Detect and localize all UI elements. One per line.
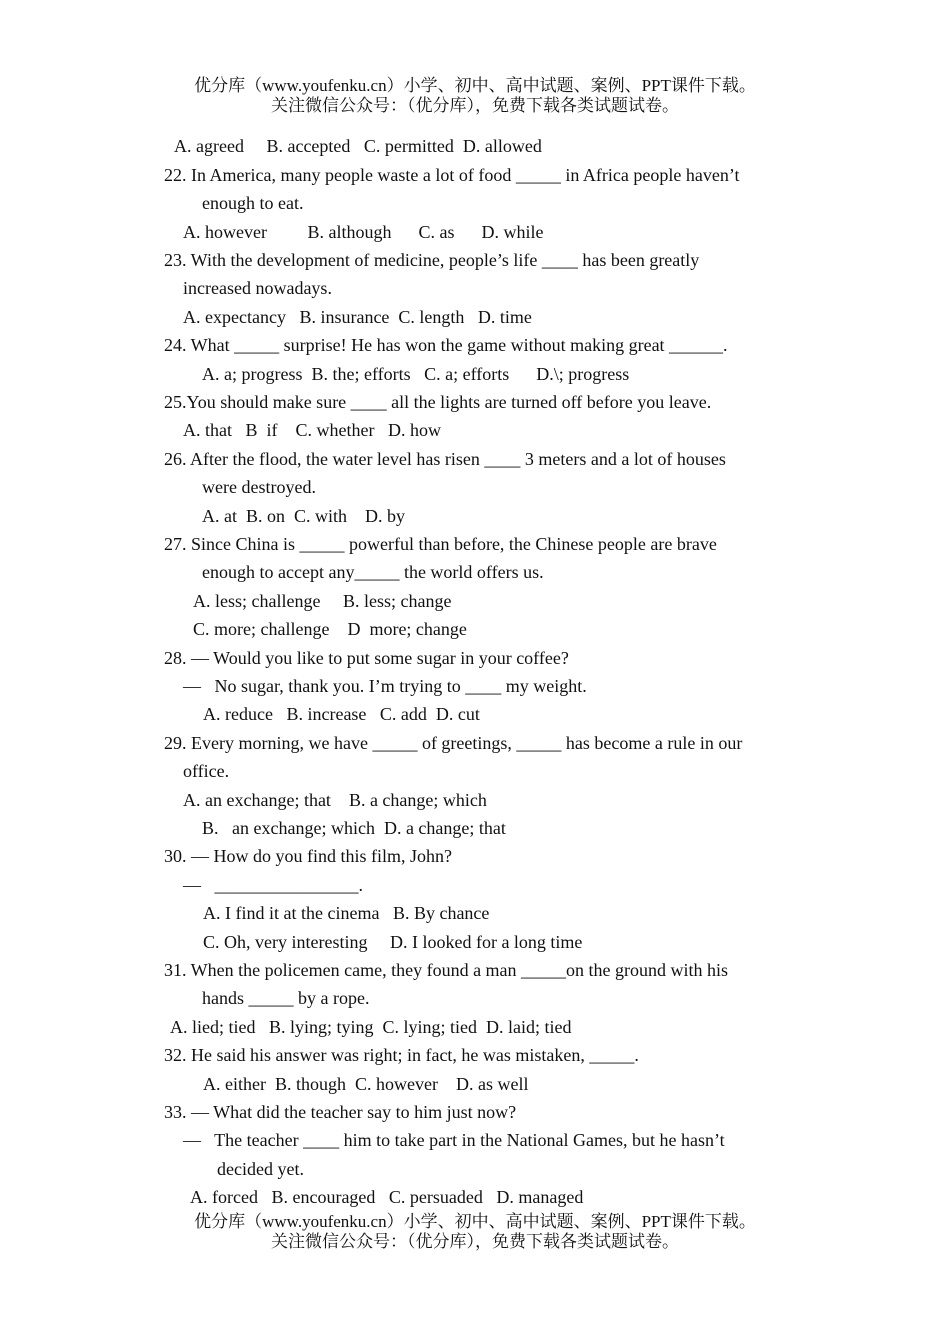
q27-stem-cont: enough to accept any_____ the world offers us. — [202, 562, 544, 582]
q33-reply-cont: decided yet. — [217, 1159, 304, 1179]
q33-options: A. forced B. encouraged C. persuaded D. managed — [190, 1187, 584, 1207]
footer-line-1: 优分库（www.youfenku.cn）小学、初中、高中试题、案例、PPT课件下载。 — [194, 1212, 756, 1231]
q22-options: A. however B. although C. as D. while — [183, 222, 544, 242]
q27-options-1: A. less; challenge B. less; change — [193, 591, 452, 611]
page-footer — [0, 1212, 950, 1252]
q31-stem: 31. When the policemen came, they found a man _____on the ground with his — [164, 960, 729, 980]
q29-options-1: A. an exchange; that B. a change; which — [183, 790, 487, 810]
q25-options: A. that B if C. whether D. how — [183, 420, 441, 440]
q26-stem: 26. After the flood, the water level has risen ____ 3 meters and a lot of houses — [164, 449, 726, 469]
q23-options: A. expectancy B. insurance C. length D. time — [183, 307, 532, 327]
q24-options: A. a; progress B. the; efforts C. a; efforts D.\; progress — [202, 364, 630, 384]
q28-options: A. reduce B. increase C. add D. cut — [203, 704, 480, 724]
q21-options: A. agreed B. accepted C. permitted D. allowed — [174, 136, 542, 156]
q30-stem: 30. — How do you find this film, John? — [164, 846, 452, 866]
q26-stem-cont: were destroyed. — [202, 477, 316, 497]
page-header — [0, 76, 950, 116]
q29-stem: 29. Every morning, we have _____ of greetings, _____ has become a rule in our — [164, 733, 743, 753]
q30-options-2: C. Oh, very interesting D. I looked for a long time — [203, 932, 583, 952]
q28-reply: — No sugar, thank you. I’m trying to ____ my weight. — [183, 676, 587, 696]
q32-stem: 32. He said his answer was right; in fact, he was mistaken, _____. — [164, 1045, 639, 1065]
q22-stem-cont: enough to eat. — [202, 193, 304, 213]
q33-reply: — The teacher ____ him to take part in the National Games, but he hasn’t — [183, 1130, 725, 1150]
q29-options-2: B. an exchange; which D. a change; that — [202, 818, 506, 838]
q23-stem-cont: increased nowadays. — [183, 278, 332, 298]
q32-options: A. either B. though C. however D. as well — [203, 1074, 529, 1094]
q23-stem: 23. With the development of medicine, people’s life ____ has been greatly — [164, 250, 700, 270]
q27-options-2: C. more; challenge D more; change — [193, 619, 467, 639]
q27-stem: 27. Since China is _____ powerful than before, the Chinese people are brave — [164, 534, 717, 554]
header-line-1: 优分库（www.youfenku.cn）小学、初中、高中试题、案例、PPT课件下载。 — [194, 76, 756, 95]
q30-reply: — ________________. — [183, 875, 363, 895]
q31-stem-cont: hands _____ by a rope. — [202, 988, 370, 1008]
q24-stem: 24. What _____ surprise! He has won the game without making great ______. — [164, 335, 728, 355]
footer-line-2: 关注微信公众号：（优分库），免费下载各类试题试卷。 — [271, 1232, 679, 1251]
q29-stem-cont: office. — [183, 761, 230, 781]
q31-options: A. lied; tied B. lying; tying C. lying; tied D. laid; tied — [170, 1017, 572, 1037]
q26-options: A. at B. on C. with D. by — [202, 506, 406, 526]
q22-stem: 22. In America, many people waste a lot of food _____ in Africa people haven’t — [164, 165, 740, 185]
header-line-2: 关注微信公众号：（优分库），免费下载各类试题试卷。 — [271, 96, 679, 115]
q30-options-1: A. I find it at the cinema B. By chance — [203, 903, 490, 923]
q25-stem: 25.You should make sure ____ all the lights are turned off before you leave. — [164, 392, 712, 412]
q28-stem: 28. — Would you like to put some sugar in your coffee? — [164, 648, 569, 668]
q33-stem: 33. — What did the teacher say to him just now? — [164, 1102, 517, 1122]
